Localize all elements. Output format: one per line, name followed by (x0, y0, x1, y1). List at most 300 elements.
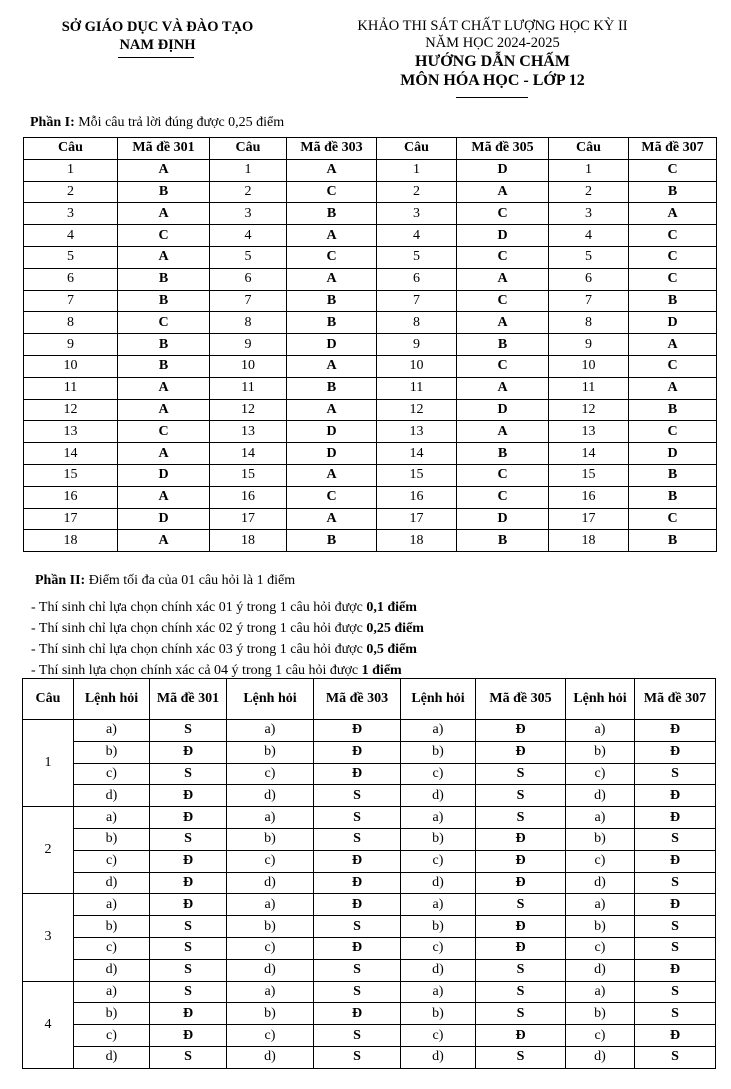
answer-cell: B (287, 312, 377, 334)
statement-label-cell: c) (566, 1025, 635, 1047)
answer-cell: S (476, 785, 566, 807)
answer-cell: A (457, 268, 549, 290)
part1-header-row (24, 138, 717, 160)
table-row (24, 464, 717, 486)
statement-label-cell: b) (566, 1003, 635, 1025)
table-row (23, 828, 716, 850)
part2-header-cell: Mã đề 307 (635, 679, 716, 720)
question-number-cell: 9 (24, 334, 118, 356)
question-number-cell: 2 (377, 181, 457, 203)
statement-label-cell: b) (74, 741, 150, 763)
answer-cell: A (118, 530, 210, 552)
statement-label-cell: c) (227, 850, 314, 872)
statement-label-cell: a) (401, 720, 476, 742)
part2-header-cell: Lệnh hỏi (566, 679, 635, 720)
statement-label-cell: a) (566, 720, 635, 742)
rule-item: - Thí sinh lựa chọn chính xác cả 04 ý trong 1 câu hỏi được 1 điểm (31, 663, 402, 678)
part1-text: Mỗi câu trả lời đúng được 0,25 điểm (74, 115, 285, 130)
question-number-cell: 18 (210, 530, 287, 552)
answer-cell: A (287, 508, 377, 530)
answer-cell: Đ (150, 741, 227, 763)
table-row (24, 377, 717, 399)
question-number-cell: 17 (210, 508, 287, 530)
question-number-cell: 10 (210, 355, 287, 377)
statement-label-cell: d) (227, 872, 314, 894)
statement-label-cell: a) (74, 807, 150, 829)
statement-label-cell: a) (227, 807, 314, 829)
question-number-cell: 14 (210, 443, 287, 465)
answer-cell: S (635, 937, 716, 959)
statement-label-cell: c) (566, 850, 635, 872)
table-row (24, 355, 717, 377)
question-number-cell: 1 (377, 159, 457, 181)
answer-cell: D (118, 464, 210, 486)
question-number-cell: 6 (24, 268, 118, 290)
grading-guide-title: HƯỚNG DẪN CHẤM (415, 53, 570, 70)
answer-cell: Đ (150, 850, 227, 872)
question-number-cell: 8 (24, 312, 118, 334)
statement-label-cell: b) (401, 1003, 476, 1025)
table-row (24, 203, 717, 225)
answer-cell: S (635, 981, 716, 1003)
table-row (24, 181, 717, 203)
statement-label-cell: a) (74, 981, 150, 1003)
answer-cell: Đ (314, 1003, 401, 1025)
part1-table-body (24, 159, 717, 551)
part1-header-cell: Mã đề 307 (629, 138, 717, 160)
part2-header-cell: Mã đề 305 (476, 679, 566, 720)
statement-label-cell: a) (566, 807, 635, 829)
statement-label-cell: c) (227, 763, 314, 785)
answer-cell: S (314, 981, 401, 1003)
statement-label-cell: a) (227, 894, 314, 916)
table-row (24, 443, 717, 465)
answer-cell: Đ (314, 894, 401, 916)
question-number-cell: 7 (549, 290, 629, 312)
part1-header-cell: Mã đề 303 (287, 138, 377, 160)
answer-cell: A (118, 486, 210, 508)
table-row (24, 530, 717, 552)
part1-title (30, 115, 284, 131)
table-row (23, 1046, 716, 1068)
statement-label-cell: d) (401, 872, 476, 894)
answer-cell: S (314, 785, 401, 807)
answer-cell: B (457, 443, 549, 465)
answer-cell: B (287, 377, 377, 399)
part2-rules (31, 597, 424, 681)
statement-label-cell: d) (74, 872, 150, 894)
answer-cell: S (150, 1046, 227, 1068)
question-number-cell: 4 (549, 225, 629, 247)
question-number-cell: 7 (377, 290, 457, 312)
answer-cell: A (457, 181, 549, 203)
part2-header-cell: Lệnh hỏi (401, 679, 476, 720)
answer-cell: Đ (150, 1003, 227, 1025)
answer-cell: B (629, 399, 717, 421)
question-number-cell: 4 (24, 225, 118, 247)
question-number-cell: 18 (549, 530, 629, 552)
answer-cell: D (287, 421, 377, 443)
statement-label-cell: b) (227, 828, 314, 850)
answer-cell: Đ (476, 916, 566, 938)
answer-cell: Đ (314, 720, 401, 742)
statement-label-cell: b) (227, 916, 314, 938)
question-number-cell: 8 (210, 312, 287, 334)
table-row (24, 486, 717, 508)
answer-cell: C (457, 290, 549, 312)
question-number-cell: 15 (24, 464, 118, 486)
part2-header-cell: Lệnh hỏi (227, 679, 314, 720)
answer-cell: C (629, 355, 717, 377)
statement-label-cell: a) (401, 807, 476, 829)
answer-cell: D (457, 159, 549, 181)
answer-cell: B (629, 290, 717, 312)
answer-cell: B (118, 290, 210, 312)
answer-cell: Đ (314, 741, 401, 763)
rule-item: - Thí sinh chỉ lựa chọn chính xác 01 ý trong 1 câu hỏi được 0,1 điểm (31, 600, 417, 615)
question-number-cell: 5 (377, 246, 457, 268)
question-number-cell: 1 (24, 159, 118, 181)
question-number-cell: 1 (23, 720, 74, 807)
answer-cell: C (118, 421, 210, 443)
answer-cell: Đ (635, 720, 716, 742)
question-number-cell: 10 (549, 355, 629, 377)
answer-cell: A (629, 334, 717, 356)
answer-cell: A (287, 399, 377, 421)
answer-cell: Đ (476, 828, 566, 850)
statement-label-cell: a) (566, 894, 635, 916)
part2-text: Điểm tối đa của 01 câu hỏi là 1 điểm (85, 573, 296, 588)
table-row (23, 872, 716, 894)
table-row (24, 334, 717, 356)
part1-header-cell: Mã đề 301 (118, 138, 210, 160)
answer-cell: B (287, 530, 377, 552)
answer-cell: S (314, 807, 401, 829)
table-row (23, 850, 716, 872)
question-number-cell: 9 (210, 334, 287, 356)
answer-cell: Đ (314, 763, 401, 785)
question-number-cell: 16 (24, 486, 118, 508)
answer-cell: A (118, 377, 210, 399)
answer-cell: C (457, 464, 549, 486)
answer-cell: C (629, 421, 717, 443)
part2-header-row (23, 679, 716, 720)
answer-cell: D (118, 508, 210, 530)
part2-header-cell: Mã đề 301 (150, 679, 227, 720)
answer-cell: D (457, 508, 549, 530)
statement-label-cell: b) (566, 916, 635, 938)
answer-cell: A (287, 225, 377, 247)
answer-cell: Đ (476, 872, 566, 894)
answer-cell: A (457, 377, 549, 399)
answer-cell: S (635, 916, 716, 938)
answer-cell: Đ (635, 894, 716, 916)
answer-cell: S (476, 763, 566, 785)
answer-cell: S (314, 959, 401, 981)
answer-cell: C (118, 312, 210, 334)
question-number-cell: 8 (377, 312, 457, 334)
question-number-cell: 4 (210, 225, 287, 247)
question-number-cell: 13 (24, 421, 118, 443)
answer-cell: S (476, 959, 566, 981)
answer-cell: S (314, 1046, 401, 1068)
answer-cell: Đ (635, 741, 716, 763)
answer-cell: S (476, 1003, 566, 1025)
answer-cell: A (457, 421, 549, 443)
statement-label-cell: c) (401, 937, 476, 959)
answer-cell: Đ (150, 894, 227, 916)
answer-cell: S (635, 872, 716, 894)
answer-cell: B (118, 334, 210, 356)
question-number-cell: 10 (377, 355, 457, 377)
statement-label-cell: d) (566, 785, 635, 807)
question-number-cell: 9 (377, 334, 457, 356)
answer-cell: S (150, 828, 227, 850)
answer-cell: B (629, 486, 717, 508)
question-number-cell: 18 (377, 530, 457, 552)
table-row (23, 1003, 716, 1025)
answer-cell: Đ (635, 1025, 716, 1047)
answer-cell: A (118, 246, 210, 268)
table-row (24, 225, 717, 247)
answer-cell: A (629, 203, 717, 225)
table-row (23, 1025, 716, 1047)
table-row (23, 763, 716, 785)
question-number-cell: 18 (24, 530, 118, 552)
answer-cell: A (287, 464, 377, 486)
answer-cell: A (118, 443, 210, 465)
answer-cell: Đ (314, 872, 401, 894)
question-number-cell: 16 (377, 486, 457, 508)
answer-cell: S (635, 1046, 716, 1068)
answer-cell: C (629, 268, 717, 290)
answer-cell: A (457, 312, 549, 334)
question-number-cell: 16 (549, 486, 629, 508)
answer-cell: A (287, 159, 377, 181)
answer-cell: B (118, 268, 210, 290)
answer-cell: Đ (476, 850, 566, 872)
question-number-cell: 5 (210, 246, 287, 268)
answer-cell: Đ (150, 872, 227, 894)
answer-cell: S (314, 828, 401, 850)
question-number-cell: 16 (210, 486, 287, 508)
statement-label-cell: d) (74, 1046, 150, 1068)
part1-label: Phần I: (30, 115, 75, 130)
question-number-cell: 13 (377, 421, 457, 443)
part1-header-cell: Mã đề 305 (457, 138, 549, 160)
answer-cell: D (629, 443, 717, 465)
question-number-cell: 2 (549, 181, 629, 203)
question-number-cell: 3 (549, 203, 629, 225)
table-row (24, 399, 717, 421)
question-number-cell: 6 (549, 268, 629, 290)
question-number-cell: 3 (210, 203, 287, 225)
statement-label-cell: b) (227, 741, 314, 763)
question-number-cell: 5 (24, 246, 118, 268)
statement-label-cell: d) (227, 959, 314, 981)
question-number-cell: 9 (549, 334, 629, 356)
answer-cell: Đ (476, 741, 566, 763)
statement-label-cell: a) (566, 981, 635, 1003)
answer-cell: B (457, 334, 549, 356)
answer-cell: S (476, 981, 566, 1003)
table-row (24, 246, 717, 268)
answer-cell: S (150, 937, 227, 959)
statement-label-cell: d) (566, 1046, 635, 1068)
table-row (23, 981, 716, 1003)
answer-cell: S (635, 763, 716, 785)
answer-cell: C (629, 159, 717, 181)
question-number-cell: 11 (24, 377, 118, 399)
answer-cell: C (457, 355, 549, 377)
statement-label-cell: c) (401, 850, 476, 872)
answer-cell: C (457, 246, 549, 268)
table-row (23, 785, 716, 807)
part2-table-body (23, 720, 716, 1069)
table-row (23, 894, 716, 916)
statement-label-cell: c) (227, 1025, 314, 1047)
question-number-cell: 3 (23, 894, 74, 981)
answer-cell: S (314, 916, 401, 938)
question-number-cell: 4 (377, 225, 457, 247)
table-row (24, 268, 717, 290)
statement-label-cell: c) (74, 937, 150, 959)
answer-cell: Đ (635, 850, 716, 872)
statement-label-cell: b) (566, 741, 635, 763)
answer-cell: B (629, 464, 717, 486)
table-row (23, 959, 716, 981)
answer-cell: B (629, 181, 717, 203)
question-number-cell: 1 (549, 159, 629, 181)
question-number-cell: 12 (24, 399, 118, 421)
answer-cell: S (476, 1046, 566, 1068)
question-number-cell: 5 (549, 246, 629, 268)
table-row (24, 312, 717, 334)
answer-cell: A (287, 355, 377, 377)
statement-label-cell: d) (566, 959, 635, 981)
part2-header-cell: Lệnh hỏi (74, 679, 150, 720)
answer-cell: S (476, 894, 566, 916)
table-row (23, 916, 716, 938)
answer-cell: C (457, 486, 549, 508)
part1-header-cell: Câu (549, 138, 629, 160)
answer-cell: B (118, 355, 210, 377)
statement-label-cell: d) (227, 785, 314, 807)
answer-cell: A (118, 159, 210, 181)
answer-cell: D (457, 399, 549, 421)
department-name: SỞ GIÁO DỤC VÀ ĐÀO TẠO (61, 19, 254, 35)
answer-cell: A (118, 399, 210, 421)
question-number-cell: 15 (210, 464, 287, 486)
statement-label-cell: a) (227, 981, 314, 1003)
part1-header-cell: Câu (377, 138, 457, 160)
answer-cell: S (150, 720, 227, 742)
answer-cell: C (287, 486, 377, 508)
question-number-cell: 3 (24, 203, 118, 225)
part2-answer-table (22, 678, 716, 1069)
statement-label-cell: d) (401, 785, 476, 807)
statement-label-cell: a) (74, 720, 150, 742)
answer-cell: C (629, 225, 717, 247)
statement-label-cell: b) (566, 828, 635, 850)
question-number-cell: 1 (210, 159, 287, 181)
question-number-cell: 17 (24, 508, 118, 530)
answer-cell: S (150, 981, 227, 1003)
part2-title (35, 573, 295, 589)
answer-cell: B (118, 181, 210, 203)
table-row (23, 720, 716, 742)
answer-cell: D (287, 443, 377, 465)
rule-item: - Thí sinh chỉ lựa chọn chính xác 02 ý trong 1 câu hỏi được 0,25 điểm (31, 621, 424, 636)
answer-cell: Đ (314, 850, 401, 872)
header-left (20, 18, 295, 54)
question-number-cell: 11 (210, 377, 287, 399)
subject-title: MÔN HÓA HỌC - LỚP 12 (400, 72, 585, 89)
statement-label-cell: a) (227, 720, 314, 742)
statement-label-cell: b) (401, 828, 476, 850)
table-row (24, 508, 717, 530)
question-number-cell: 8 (549, 312, 629, 334)
question-number-cell: 11 (549, 377, 629, 399)
question-number-cell: 6 (377, 268, 457, 290)
answer-cell: B (287, 290, 377, 312)
question-number-cell: 15 (377, 464, 457, 486)
statement-label-cell: d) (401, 959, 476, 981)
answer-cell: Đ (476, 1025, 566, 1047)
answer-cell: Đ (635, 807, 716, 829)
question-number-cell: 12 (549, 399, 629, 421)
statement-label-cell: c) (74, 763, 150, 785)
question-number-cell: 13 (549, 421, 629, 443)
question-number-cell: 2 (24, 181, 118, 203)
statement-label-cell: c) (74, 1025, 150, 1047)
answer-cell: C (629, 246, 717, 268)
answer-cell: D (287, 334, 377, 356)
answer-cell: A (287, 268, 377, 290)
answer-cell: S (150, 959, 227, 981)
statement-label-cell: b) (227, 1003, 314, 1025)
statement-label-cell: d) (74, 785, 150, 807)
question-number-cell: 2 (23, 807, 74, 894)
answer-cell: D (457, 225, 549, 247)
question-number-cell: 12 (210, 399, 287, 421)
question-number-cell: 7 (24, 290, 118, 312)
statement-label-cell: d) (566, 872, 635, 894)
statement-label-cell: c) (74, 850, 150, 872)
question-number-cell: 17 (377, 508, 457, 530)
answer-cell: Đ (476, 937, 566, 959)
part1-header-cell: Câu (210, 138, 287, 160)
answer-cell: S (150, 763, 227, 785)
answer-cell: S (150, 916, 227, 938)
question-number-cell: 14 (24, 443, 118, 465)
answer-cell: Đ (150, 785, 227, 807)
answer-cell: S (314, 1025, 401, 1047)
answer-cell: Đ (150, 1025, 227, 1047)
answer-cell: Đ (476, 720, 566, 742)
statement-label-cell: d) (401, 1046, 476, 1068)
answer-cell: B (287, 203, 377, 225)
table-row (24, 421, 717, 443)
rule-item: - Thí sinh chỉ lựa chọn chính xác 03 ý trong 1 câu hỏi được 0,5 điểm (31, 642, 417, 657)
statement-label-cell: b) (74, 1003, 150, 1025)
question-number-cell: 3 (377, 203, 457, 225)
header-right-underline (456, 97, 528, 98)
answer-cell: C (287, 181, 377, 203)
question-number-cell: 4 (23, 981, 74, 1068)
answer-cell: Đ (314, 937, 401, 959)
question-number-cell: 11 (377, 377, 457, 399)
